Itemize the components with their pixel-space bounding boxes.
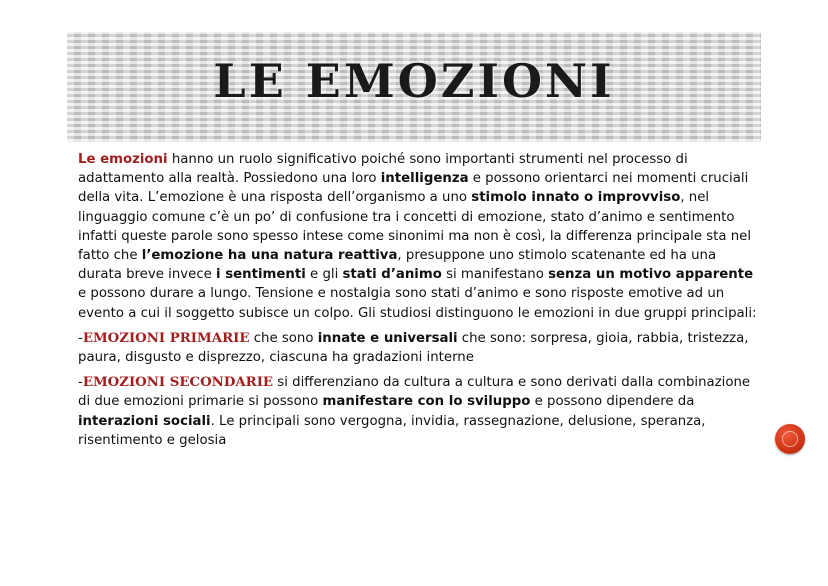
term-stimolo: stimolo innato o improvviso [471, 190, 681, 206]
term-intelligenza: intelligenza [380, 171, 469, 187]
secondary-emotions-paragraph: -EMOZIONI SECONDARIE si differenziano da cultura a cultura e sono derivati dalla combinazione di due emozioni primarie si possono manifestare con lo sviluppo e possono dipendere da interazioni sociali. Le principali sono vergogna, invidia, rassegnazione, delusione, speranza, risentimento e gelosia [78, 375, 751, 448]
term-emozioni: Le emozioni [78, 152, 168, 167]
primary-emotions-paragraph: -EMOZIONI PRIMARIE che sono innate e universali che sono: sorpresa, gioia, rabbia, tristezza, paura, disgusto e disprezzo, ciascuna ha gradazioni interne [78, 330, 749, 366]
primary-emotions-label: EMOZIONI PRIMARIE [82, 330, 250, 346]
slide-body [78, 150, 758, 456]
term-senza-motivo: senza un motivo apparente [548, 267, 754, 283]
term-interazioni-sociali: interazioni sociali [78, 413, 211, 429]
secondary-emotions-label: EMOZIONI SECONDARIE [82, 375, 274, 391]
term-sentimenti: i sentimenti [216, 267, 306, 283]
title-banner [67, 32, 761, 142]
circle-icon [782, 431, 798, 447]
term-stati-animo: stati d’animo [342, 267, 442, 283]
intro-paragraph: Le emozioni hanno un ruolo significativo poiché sono importanti strumenti nel processo di adattamento alla realtà. Possiedono una loro intelligenza e possono orientarci nei momenti cruciali della vita. L’emozione è una risposta dell’organismo a uno stimolo innato o improvviso, nel linguaggio comune c’è un po’ di confusione tra i concetti di emozione, stato d’animo e sentimento infatti queste parole sono spesso intese come sinonimi ma non è così, la differenza principale sta nel fatto che l’emozione ha una natura reattiva, presuppone uno stimolo scatenante ed ha una durata breve invece i sentimenti e gli stati d’animo si manifestano senza un motivo apparente e possono durare a lungo. Tensione e nostalgia sono stati d’animo e sono risposte emotive ad un evento a cui il soggetto subisce un colpo. Gli studiosi distinguono le emozioni in due gruppi principali: [78, 152, 757, 321]
slide-title: LE EMOZIONI [213, 54, 615, 108]
term-innate-universali: innate e universali [317, 330, 458, 346]
next-slide-button[interactable] [775, 424, 805, 454]
term-natura-reattiva: l’emozione ha una natura reattiva [141, 248, 398, 264]
term-sviluppo: manifestare con lo sviluppo [322, 394, 531, 410]
